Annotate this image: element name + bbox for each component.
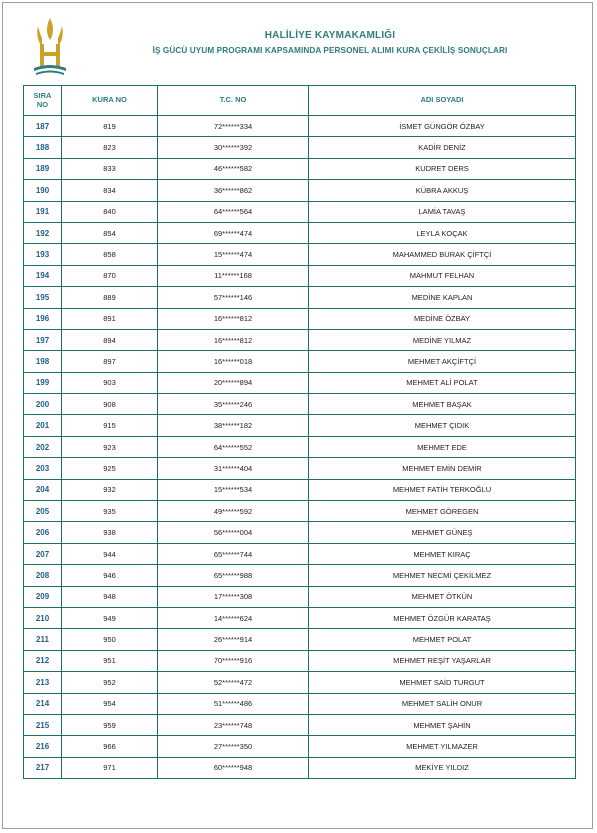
adi-soyadi-cell: MAHMUT FELHAN xyxy=(309,265,576,286)
tc-no-cell: 49******592 xyxy=(158,501,309,522)
kura-no-cell: 894 xyxy=(62,329,158,350)
document-subtitle: İŞ GÜCÜ UYUM PROGRAMI KAPSAMINDA PERSONEL ALIMI KURA ÇEKİLİŞ SONUÇLARI xyxy=(152,46,508,55)
document-header xyxy=(80,30,580,55)
table-row xyxy=(24,116,576,137)
adi-soyadi-cell: MEHMET ŞAHİN xyxy=(309,714,576,735)
adi-soyadi-cell: MEHMET KIRAÇ xyxy=(309,543,576,564)
header-sira-no: SIRA NO xyxy=(24,86,62,116)
table-row xyxy=(24,372,576,393)
results-table xyxy=(23,85,576,779)
kura-no-cell: 870 xyxy=(62,265,158,286)
tc-no-cell: 16******018 xyxy=(158,351,309,372)
org-title: HALİLİYE KAYMAKAMLIĞI xyxy=(264,30,396,41)
tc-no-cell: 15******474 xyxy=(158,244,309,265)
adi-soyadi-cell: MEDİNE YILMAZ xyxy=(309,329,576,350)
adi-soyadi-cell: MEHMET SALİH ONUR xyxy=(309,693,576,714)
table-row xyxy=(24,458,576,479)
sira-no-cell: 209 xyxy=(24,586,62,607)
tc-no-cell: 23******748 xyxy=(158,714,309,735)
table-row xyxy=(24,308,576,329)
table-row xyxy=(24,672,576,693)
kura-no-cell: 959 xyxy=(62,714,158,735)
adi-soyadi-cell: MEHMET YILMAZER xyxy=(309,736,576,757)
tc-no-cell: 36******862 xyxy=(158,180,309,201)
table-row xyxy=(24,650,576,671)
table-row xyxy=(24,180,576,201)
table-row xyxy=(24,244,576,265)
tc-no-cell: 65******988 xyxy=(158,565,309,586)
adi-soyadi-cell: MEHMET EMİN DEMİR xyxy=(309,458,576,479)
sira-no-cell: 190 xyxy=(24,180,62,201)
adi-soyadi-cell: MEKİYE YILDIZ xyxy=(309,757,576,778)
sira-no-cell: 189 xyxy=(24,158,62,179)
sira-no-cell: 203 xyxy=(24,458,62,479)
tc-no-cell: 30******392 xyxy=(158,137,309,158)
adi-soyadi-cell: MEHMET FATİH TERKOĞLU xyxy=(309,479,576,500)
adi-soyadi-cell: KUDRET DERS xyxy=(309,158,576,179)
sira-no-cell: 217 xyxy=(24,757,62,778)
adi-soyadi-cell: MEHMET ÖZGÜR KARATAŞ xyxy=(309,607,576,628)
adi-soyadi-cell: MAHAMMED BURAK ÇİFTÇİ xyxy=(309,244,576,265)
kura-no-cell: 944 xyxy=(62,543,158,564)
kura-no-cell: 819 xyxy=(62,116,158,137)
kura-no-cell: 897 xyxy=(62,351,158,372)
adi-soyadi-cell: MEHMET REŞİT YAŞARLAR xyxy=(309,650,576,671)
table-row xyxy=(24,394,576,415)
kura-no-cell: 966 xyxy=(62,736,158,757)
adi-soyadi-cell: MEHMET AKÇİFTÇİ xyxy=(309,351,576,372)
header-kura-no: KURA NO xyxy=(62,86,158,116)
kura-no-cell: 951 xyxy=(62,650,158,671)
kura-no-cell: 971 xyxy=(62,757,158,778)
kura-no-cell: 915 xyxy=(62,415,158,436)
table-body xyxy=(24,116,576,779)
sira-no-cell: 191 xyxy=(24,201,62,222)
tc-no-cell: 46******582 xyxy=(158,158,309,179)
sira-no-cell: 196 xyxy=(24,308,62,329)
tc-no-cell: 38******182 xyxy=(158,415,309,436)
table-row xyxy=(24,287,576,308)
tc-no-cell: 57******146 xyxy=(158,287,309,308)
table-row xyxy=(24,351,576,372)
adi-soyadi-cell: MEHMET POLAT xyxy=(309,629,576,650)
adi-soyadi-cell: MEHMET ÇIDIK xyxy=(309,415,576,436)
adi-soyadi-cell: MEHMET NECMİ ÇEKİLMEZ xyxy=(309,565,576,586)
tc-no-cell: 16******812 xyxy=(158,308,309,329)
table-row xyxy=(24,137,576,158)
kura-no-cell: 948 xyxy=(62,586,158,607)
table-row xyxy=(24,158,576,179)
tc-no-cell: 17******308 xyxy=(158,586,309,607)
tc-no-cell: 35******246 xyxy=(158,394,309,415)
tc-no-cell: 52******472 xyxy=(158,672,309,693)
tc-no-cell: 27******350 xyxy=(158,736,309,757)
table-row xyxy=(24,586,576,607)
sira-no-cell: 192 xyxy=(24,222,62,243)
tc-no-cell: 70******916 xyxy=(158,650,309,671)
adi-soyadi-cell: MEHMET BAŞAK xyxy=(309,394,576,415)
sira-no-cell: 199 xyxy=(24,372,62,393)
sira-no-cell: 198 xyxy=(24,351,62,372)
tc-no-cell: 51******486 xyxy=(158,693,309,714)
table-row xyxy=(24,714,576,735)
sira-no-cell: 211 xyxy=(24,629,62,650)
adi-soyadi-cell: LEYLA KOÇAK xyxy=(309,222,576,243)
tc-no-cell: 26******914 xyxy=(158,629,309,650)
kura-no-cell: 823 xyxy=(62,137,158,158)
adi-soyadi-cell: MEDİNE KAPLAN xyxy=(309,287,576,308)
table-row xyxy=(24,565,576,586)
kura-no-cell: 908 xyxy=(62,394,158,415)
sira-no-cell: 194 xyxy=(24,265,62,286)
tc-no-cell: 65******744 xyxy=(158,543,309,564)
sira-no-cell: 202 xyxy=(24,436,62,457)
kura-no-cell: 891 xyxy=(62,308,158,329)
sira-no-cell: 212 xyxy=(24,650,62,671)
tc-no-cell: 15******534 xyxy=(158,479,309,500)
table-header-row xyxy=(24,86,576,116)
header-adi-soyadi: ADI SOYADI xyxy=(309,86,576,116)
table-row xyxy=(24,522,576,543)
table-row xyxy=(24,693,576,714)
kura-no-cell: 834 xyxy=(62,180,158,201)
kura-no-cell: 938 xyxy=(62,522,158,543)
adi-soyadi-cell: MEHMET EDE xyxy=(309,436,576,457)
tc-no-cell: 14******624 xyxy=(158,607,309,628)
header-tc-no: T.C. NO xyxy=(158,86,309,116)
tc-no-cell: 72******334 xyxy=(158,116,309,137)
table-row xyxy=(24,479,576,500)
kura-no-cell: 950 xyxy=(62,629,158,650)
table-row xyxy=(24,629,576,650)
table-row xyxy=(24,265,576,286)
sira-no-cell: 188 xyxy=(24,137,62,158)
kura-no-cell: 925 xyxy=(62,458,158,479)
sira-no-cell: 195 xyxy=(24,287,62,308)
adi-soyadi-cell: MEHMET GÖREGEN xyxy=(309,501,576,522)
tc-no-cell: 11******168 xyxy=(158,265,309,286)
sira-no-cell: 206 xyxy=(24,522,62,543)
sira-no-cell: 197 xyxy=(24,329,62,350)
tc-no-cell: 16******812 xyxy=(158,329,309,350)
sira-no-cell: 187 xyxy=(24,116,62,137)
kura-no-cell: 932 xyxy=(62,479,158,500)
kura-no-cell: 952 xyxy=(62,672,158,693)
sira-no-cell: 207 xyxy=(24,543,62,564)
kura-no-cell: 946 xyxy=(62,565,158,586)
table-row xyxy=(24,501,576,522)
kura-no-cell: 889 xyxy=(62,287,158,308)
tc-no-cell: 31******404 xyxy=(158,458,309,479)
kura-no-cell: 833 xyxy=(62,158,158,179)
sira-no-cell: 215 xyxy=(24,714,62,735)
adi-soyadi-cell: İSMET GÜNGÖR ÖZBAY xyxy=(309,116,576,137)
adi-soyadi-cell: MEHMET SAİD TURGUT xyxy=(309,672,576,693)
kura-no-cell: 854 xyxy=(62,222,158,243)
adi-soyadi-cell: MEDİNE ÖZBAY xyxy=(309,308,576,329)
table-row xyxy=(24,415,576,436)
haliliye-logo-icon xyxy=(30,16,70,76)
table-row xyxy=(24,607,576,628)
adi-soyadi-cell: KADİR DENİZ xyxy=(309,137,576,158)
table-row xyxy=(24,543,576,564)
kura-no-cell: 923 xyxy=(62,436,158,457)
adi-soyadi-cell: KÜBRA AKKUŞ xyxy=(309,180,576,201)
sira-no-cell: 201 xyxy=(24,415,62,436)
tc-no-cell: 64******552 xyxy=(158,436,309,457)
kura-no-cell: 903 xyxy=(62,372,158,393)
table-row xyxy=(24,329,576,350)
sira-no-cell: 193 xyxy=(24,244,62,265)
tc-no-cell: 60******948 xyxy=(158,757,309,778)
table-row xyxy=(24,757,576,778)
sira-no-cell: 214 xyxy=(24,693,62,714)
kura-no-cell: 840 xyxy=(62,201,158,222)
kura-no-cell: 935 xyxy=(62,501,158,522)
adi-soyadi-cell: LAMİA TAVAŞ xyxy=(309,201,576,222)
kura-no-cell: 949 xyxy=(62,607,158,628)
tc-no-cell: 64******564 xyxy=(158,201,309,222)
table-row xyxy=(24,736,576,757)
tc-no-cell: 20******894 xyxy=(158,372,309,393)
tc-no-cell: 69******474 xyxy=(158,222,309,243)
adi-soyadi-cell: MEHMET ÖTKÜN xyxy=(309,586,576,607)
kura-no-cell: 954 xyxy=(62,693,158,714)
sira-no-cell: 210 xyxy=(24,607,62,628)
sira-no-cell: 205 xyxy=(24,501,62,522)
sira-no-cell: 216 xyxy=(24,736,62,757)
table-row xyxy=(24,436,576,457)
sira-no-cell: 200 xyxy=(24,394,62,415)
adi-soyadi-cell: MEHMET GÜNEŞ xyxy=(309,522,576,543)
adi-soyadi-cell: MEHMET ALİ POLAT xyxy=(309,372,576,393)
sira-no-cell: 208 xyxy=(24,565,62,586)
table-row xyxy=(24,201,576,222)
table-row xyxy=(24,222,576,243)
tc-no-cell: 56******004 xyxy=(158,522,309,543)
kura-no-cell: 858 xyxy=(62,244,158,265)
sira-no-cell: 204 xyxy=(24,479,62,500)
sira-no-cell: 213 xyxy=(24,672,62,693)
